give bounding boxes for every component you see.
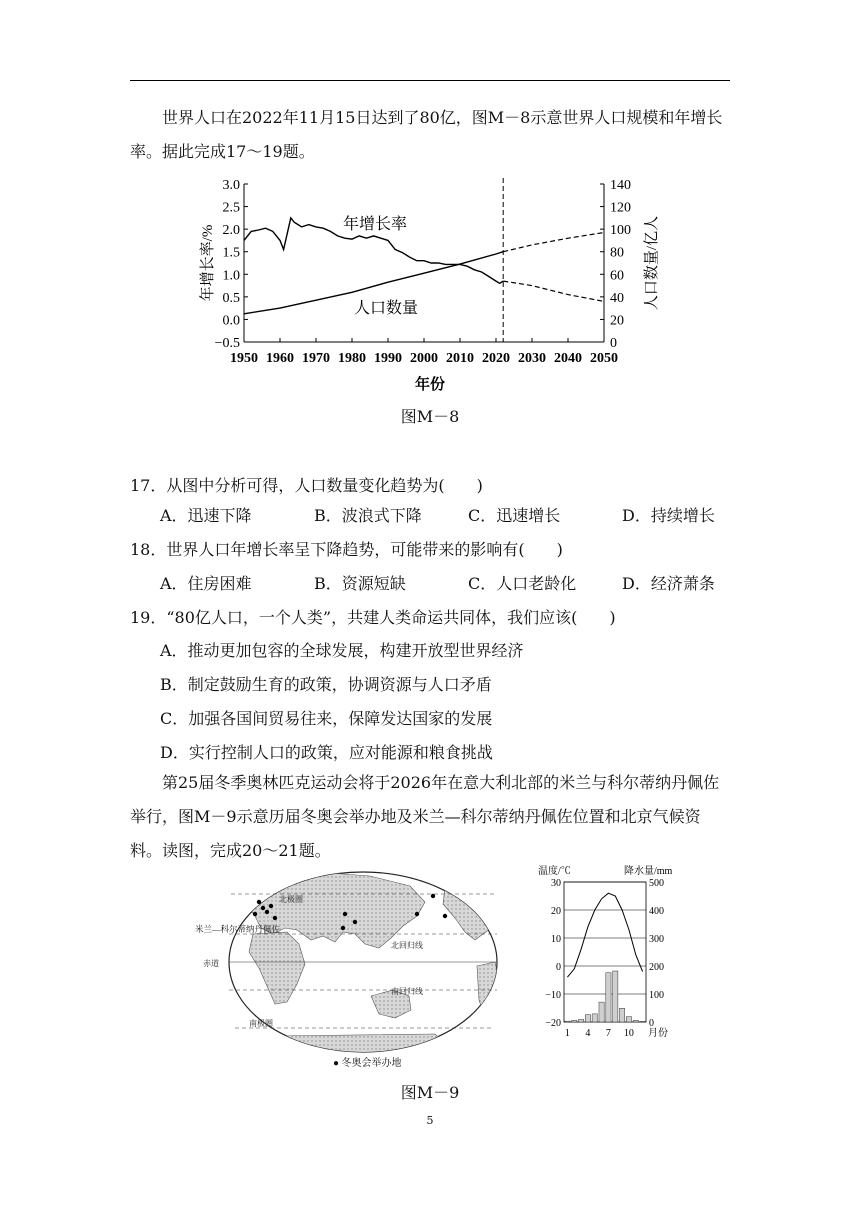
y-left-label: 年增长率/% (200, 224, 216, 302)
q17-option-d: D．持续增长 (622, 506, 715, 525)
precipitation-bar (572, 1020, 577, 1022)
question-17: 17．从图中分析可得，人口数量变化趋势为( ) (130, 476, 483, 495)
greenland-landmass (217, 876, 241, 900)
x-tick-label: 1990 (374, 351, 402, 366)
series-0-projection (503, 281, 604, 301)
precipitation-tick: 400 (649, 906, 664, 917)
left-tick-label: 2.5 (222, 200, 240, 216)
milan-cortina-label: 米兰—科尔蒂纳丹佩佐 (195, 924, 281, 934)
right-tick-label: 100 (610, 223, 631, 239)
precipitation-tick: 100 (649, 990, 664, 1001)
precipitation-bar (585, 1015, 590, 1022)
left-tick-label: 0.0 (222, 313, 240, 329)
month-axis-label: 月份 (648, 1028, 668, 1039)
temperature-tick: 10 (551, 934, 561, 945)
right-tick-label: 120 (610, 200, 631, 216)
precipitation-bar (578, 1019, 583, 1022)
temperature-curve (567, 893, 642, 977)
precipitation-bar (606, 973, 611, 1022)
x-tick-label: 1960 (266, 351, 294, 366)
arctic-circle-label: 北极圈 (279, 895, 303, 904)
temperature-axis-label: 温度/℃ (538, 866, 571, 877)
q18-option-d: D．经济萧条 (622, 574, 715, 593)
x-tick-label: 2010 (446, 351, 474, 366)
x-tick-label: 2040 (554, 351, 582, 366)
left-tick-label: 0.5 (222, 290, 240, 306)
question-19: 19．“80亿人口，一个人类”，共建人类命运共同体，我们应该( ) (130, 608, 616, 627)
month-tick: 7 (605, 1028, 611, 1039)
temperature-tick: −20 (545, 1018, 561, 1029)
x-tick-label: 2000 (410, 351, 438, 366)
beijing-climate-chart (530, 862, 710, 1052)
month-tick: 4 (585, 1028, 591, 1039)
figure-m9-caption: 图M－9 (400, 1083, 460, 1102)
left-tick-label: 1.5 (222, 245, 240, 261)
left-tick-label: 3.0 (222, 178, 240, 193)
right-tick-label: 140 (610, 178, 631, 193)
tropic-of-capricorn-label: 南回归线 (391, 987, 423, 996)
q18-option-a: A．住房困难 (160, 574, 252, 593)
x-tick-label: 1980 (338, 351, 366, 366)
q19-option-a: A．推动更加包容的全球发展，构建开放型世界经济 (160, 641, 524, 660)
q19-option-b: B．制定鼓励生育的政策，协调资源与人口矛盾 (160, 675, 492, 694)
left-tick-label: 2.0 (222, 223, 240, 239)
climate-frame (564, 882, 646, 1022)
precipitation-bar (613, 971, 618, 1022)
precipitation-tick: 200 (649, 962, 664, 973)
antarctic-circle-label: 南极圈 (249, 1019, 273, 1028)
q18-option-c: C．人口老龄化 (468, 574, 577, 593)
intro-paragraph-1: 世界人口在2022年11月15日达到了80亿，图M－8示意世界人口规模和年增长率。据此完成17～19题。 (130, 108, 723, 161)
precipitation-tick: 300 (649, 934, 664, 945)
figure-m8-caption: 图M－8 (400, 407, 460, 426)
x-tick-label: 1970 (302, 351, 330, 366)
question-18: 18．世界人口年增长率呈下降趋势，可能带来的影响有( ) (130, 540, 563, 559)
x-tick-label: 2050 (590, 351, 618, 366)
antarctica-landmass (255, 1034, 455, 1054)
left-tick-label: 1.0 (222, 268, 240, 284)
precipitation-bar (640, 1021, 645, 1022)
temperature-tick: 0 (556, 962, 561, 973)
precipitation-bar (599, 1002, 604, 1022)
temperature-tick: −10 (545, 990, 561, 1001)
intro-paragraph-2: 第25届冬季奥林匹克运动会将于2026年在意大利北部的米兰与科尔蒂纳丹佩佐举行，图M－9示意历届冬奥会举办地及米兰—科尔蒂纳丹佩佐位置和北京气候资料。读图，完成20～21题。 (130, 773, 720, 860)
right-tick-label: 80 (610, 245, 624, 261)
equator-label: 赤道 (203, 959, 219, 968)
precipitation-bar (633, 1020, 638, 1022)
population-series-label: 人口数量 (354, 300, 419, 317)
x-axis-label: 年份 (414, 377, 446, 393)
q17-option-b: B．波浪式下降 (314, 506, 422, 525)
world-map (195, 868, 505, 1068)
rate-series-label: 年增长率 (343, 216, 408, 233)
month-tick: 10 (623, 1028, 634, 1039)
x-tick-label: 2020 (482, 351, 510, 366)
right-tick-label: 20 (610, 313, 624, 329)
month-tick: 1 (564, 1028, 570, 1039)
page-number: 5 (426, 1114, 434, 1127)
right-tick-label: 0 (610, 336, 617, 351)
series-1-projection (503, 233, 604, 252)
right-tick-label: 40 (610, 290, 624, 306)
temperature-tick: 30 (551, 878, 561, 889)
left-tick-label: −0.5 (214, 336, 240, 351)
right-tick-label: 60 (610, 268, 624, 284)
precipitation-bar (619, 1008, 624, 1022)
x-tick-label: 1950 (230, 351, 258, 366)
q18-option-b: B．资源短缺 (314, 574, 406, 593)
map-legend: ● 冬奥会举办地 (333, 1058, 402, 1068)
precipitation-bar (565, 1021, 570, 1022)
q17-option-a: A．迅速下降 (160, 506, 252, 525)
precipitation-tick: 500 (649, 878, 664, 889)
y-right-label: 人口数量/亿人 (644, 215, 660, 311)
temperature-tick: 20 (551, 906, 561, 917)
question-18-options (160, 572, 776, 596)
q17-option-c: C．迅速增长 (468, 506, 561, 525)
precipitation-tick: 0 (649, 1018, 654, 1029)
x-tick-label: 2030 (518, 351, 546, 366)
tropic-of-cancer-label: 北回归线 (391, 941, 423, 950)
q19-option-c: C．加强各国间贸易往来，保障发达国家的发展 (160, 709, 493, 728)
question-17-options (160, 504, 776, 528)
q19-option-d: D．实行控制人口的政策，应对能源和粮食挑战 (160, 743, 493, 762)
precipitation-bar (626, 1017, 631, 1022)
precipitation-axis-label: 降水量/mm (624, 866, 673, 877)
precipitation-bar (592, 1014, 597, 1022)
